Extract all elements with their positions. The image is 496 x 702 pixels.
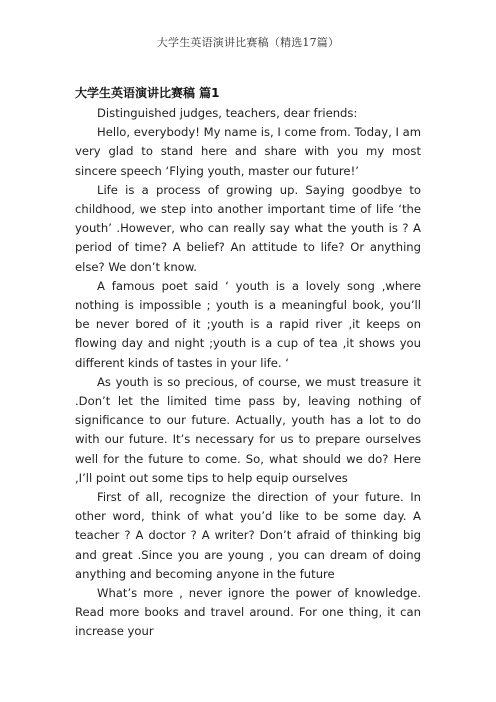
paragraph-greeting: Hello, everybody! My name is, I come from. Today, I am very glad to stand here and share with you my most sincere speech ‘Flying youth, master our future!’ — [75, 125, 421, 178]
paragraph-treasure-youth: As youth is so precious, of course, we must treasure it .Don’t let the limited time pass by, leaving nothing of significance to our future. Actually, youth has a lot to do with our future. It’s necessary for us to prepare ourselves well for the future to come. So, what should we do? Here ,I’ll point out some tips to help equip ourselves — [75, 374, 421, 485]
body-text — [75, 104, 421, 642]
paragraph-salutation: Distinguished judges, teachers, dear friends: — [97, 106, 358, 120]
paragraph-poet-quote: A famous poet said ‘ youth is a lovely song ,where nothing is impossible ; youth is a meaningful book, you’ll be never bored of it ;youth is a rapid river ,it keeps on flowing day and night ;youth is a cup of tea ,it shows you different kinds of tastes in your life. ‘ — [75, 278, 421, 370]
paragraph-first-of-all: First of all, recognize the direction of your future. In other word, think of what you’d like to be some day. A teacher ? A doctor ? A writer? Don’t afraid of thinking big and great .Since you are young , you can dream of doing anything and becoming anyone in the future — [75, 490, 421, 581]
document-title: 大学生英语演讲比赛稿（精选17篇） — [156, 36, 340, 49]
paragraph-life-process: Life is a process of growing up. Saying goodbye to childhood, we step into another important time of life ‘the youth’ .However, who can really say what the youth is ? A period of time? A belief? An attitude to life? Or anything else? We don’t know. — [75, 182, 421, 274]
paragraph-whats-more: What’s more , never ignore the power of knowledge. Read more books and travel around. For one thing, it can increase your — [75, 586, 421, 639]
section-heading: 大学生英语演讲比赛稿 篇1 — [75, 86, 220, 100]
